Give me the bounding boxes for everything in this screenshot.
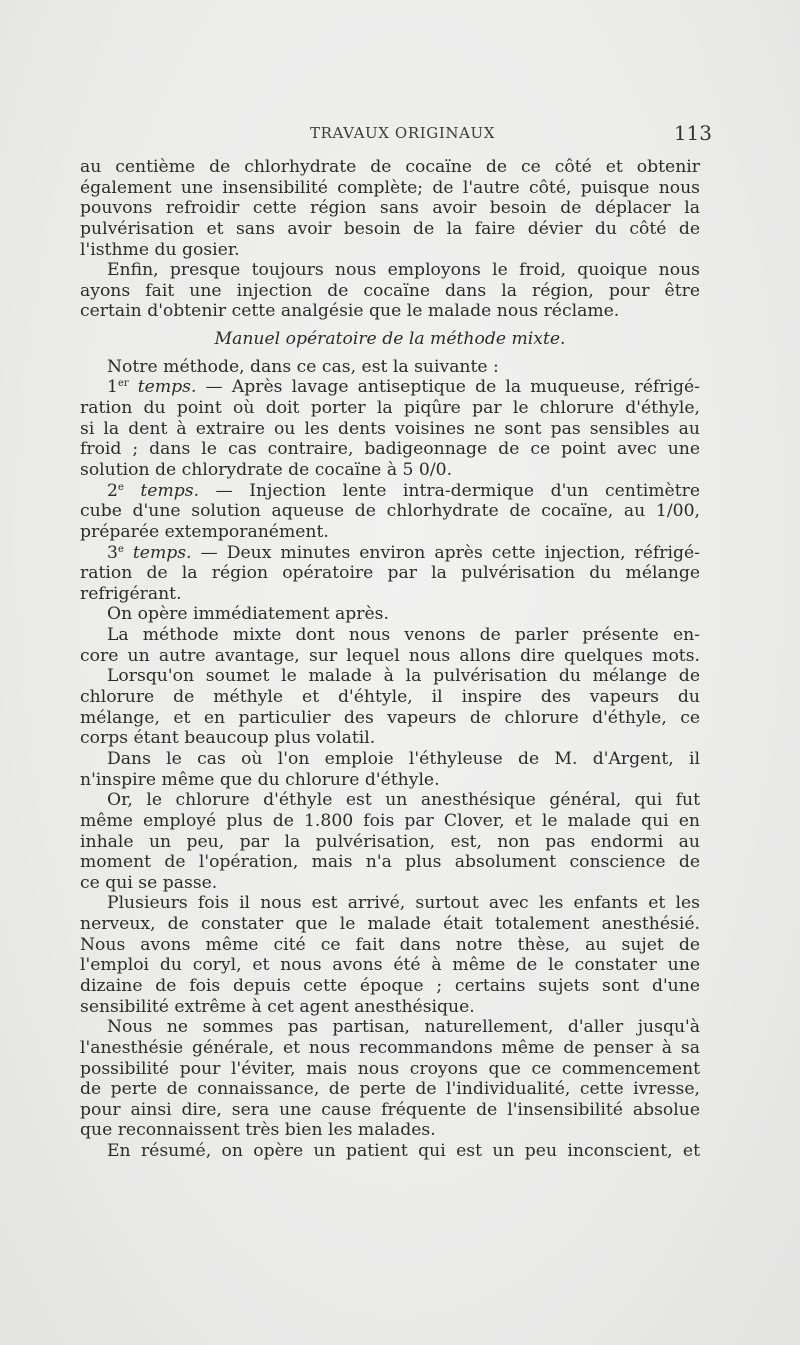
- text-line: On opère immédiatement après.: [107, 604, 389, 625]
- step-ordinal: e: [117, 481, 124, 493]
- text-line: nerveux, de constater que le malade était totalement anesthésié.: [80, 914, 700, 935]
- text-line: chlorure de méthyle et d'éhtyle, il inspire des vapeurs du: [80, 687, 700, 708]
- step-label: temps.: [140, 480, 200, 501]
- step-label: temps.: [132, 542, 192, 563]
- page-number: 113: [673, 121, 712, 145]
- text-line: pour ainsi dire, sera une cause fréquente de l'insensibilité absolue: [80, 1099, 700, 1120]
- text-line: ration de la région opératoire par la pulvérisation du mélange: [80, 563, 700, 584]
- step-line: [80, 377, 700, 398]
- text-line: inhale un peu, par la pulvérisation, est, non pas endormi au: [80, 831, 700, 852]
- body-text: [80, 157, 700, 1162]
- text-line: cube d'une solution aqueuse de chlorhydrate de cocaïne, au 1/00,: [80, 501, 700, 522]
- text-line: ayons fait une injection de cocaïne dans la région, pour être: [80, 280, 700, 301]
- text-line: même employé plus de 1.800 fois par Clover, et le malade qui en: [80, 810, 700, 831]
- text-line: refrigérant.: [80, 583, 182, 604]
- step-label: temps.: [137, 377, 197, 398]
- text-line: pouvons refroidir cette région sans avoir besoin de déplacer la: [80, 198, 700, 219]
- text-line: de perte de connaissance, de perte de l'individualité, cette ivresse,: [80, 1079, 700, 1100]
- step-ordinal: er: [117, 378, 129, 390]
- text-line: si la dent à extraire ou les dents voisines ne sont pas sensibles au: [80, 418, 700, 439]
- text-line: Dans le cas où l'on emploie l'éthyleuse de M. d'Argent, il: [107, 748, 700, 769]
- text-line: solution de chlorydrate de cocaïne à 5 0/0.: [80, 459, 453, 480]
- step-text: — Deux minutes environ après cette injection, réfrigé-: [191, 542, 700, 563]
- text-line: Nous avons même cité ce fait dans notre thèse, au sujet de: [80, 934, 700, 955]
- text-line: La méthode mixte dont nous venons de parler présente en-: [107, 625, 700, 646]
- text-line: possibilité pour l'éviter, mais nous croyons que ce commencement: [80, 1058, 700, 1079]
- step-text: — Après lavage antiseptique de la muqueuse, réfrigé-: [196, 377, 700, 398]
- text-line: sensibilité extrême à cet agent anesthésique.: [80, 996, 475, 1017]
- step-number: 2: [107, 480, 118, 501]
- text-line: l'anesthésie générale, et nous recommandons même de penser à sa: [80, 1037, 700, 1058]
- text-line: Plusieurs fois il nous est arrivé, surtout avec les enfants et les: [107, 893, 700, 914]
- text-line: Notre méthode, dans ce cas, est la suivante :: [107, 356, 499, 377]
- running-head: [80, 122, 712, 148]
- text-line: Nous ne sommes pas partisan, naturellement, d'aller jusqu'à: [107, 1017, 700, 1038]
- text-line: l'emploi du coryl, et nous avons été à même de le constater une: [80, 955, 700, 976]
- text-line: corps étant beaucoup plus volatil.: [80, 728, 376, 749]
- step-text: — Injection lente intra-dermique d'un centimètre: [199, 480, 700, 501]
- text-line: préparée extemporanément.: [80, 521, 329, 542]
- text-line: En résumé, on opère un patient qui est un peu inconscient, et: [107, 1141, 700, 1162]
- section-heading: Manuel opératoire de la méthode mixte.: [214, 329, 566, 350]
- text-line: Or, le chlorure d'éthyle est un anesthésique général, qui fut: [107, 790, 700, 811]
- text-line: également une insensibilité complète; de l'autre côté, puisque nous: [80, 177, 700, 198]
- text-line: ce qui se passe.: [80, 872, 218, 893]
- text-line: ration du point où doit porter la piqûre par le chlorure d'éthyle,: [80, 398, 700, 419]
- text-line: mélange, et en particulier des vapeurs de chlorure d'éthyle, ce: [80, 707, 700, 728]
- step-number: 3: [107, 542, 118, 563]
- text-line: au centième de chlorhydrate de cocaïne de ce côté et obtenir: [80, 157, 700, 177]
- text-line: core un autre avantage, sur lequel nous allons dire quelques mots.: [80, 645, 700, 666]
- text-line: certain d'obtenir cette analgésie que le malade nous réclame.: [80, 301, 620, 322]
- text-line: pulvérisation et sans avoir besoin de la faire dévier du côté de: [80, 218, 700, 239]
- text-line: dizaine de fois depuis cette époque ; certains sujets sont d'une: [80, 975, 700, 996]
- step-line: [80, 543, 700, 564]
- step-ordinal: e: [117, 543, 124, 555]
- step-number: 1: [107, 377, 118, 398]
- text-line: l'isthme du gosier.: [80, 239, 240, 260]
- text-line: froid ; dans le cas contraire, badigeonnage de ce point avec une: [80, 439, 700, 460]
- text-line: que reconnaissent très bien les malades.: [80, 1120, 436, 1141]
- text-line: moment de l'opération, mais n'a plus absolument conscience de: [80, 852, 700, 873]
- running-title: TRAVAUX ORIGINAUX: [310, 124, 496, 142]
- text-line: Enfin, presque toujours nous employons le froid, quoique nous: [107, 260, 700, 281]
- text-line: n'inspire même que du chlorure d'éthyle.: [80, 769, 440, 790]
- text-line: Lorsqu'on soumet le malade à la pulvérisation du mélange de: [107, 666, 700, 687]
- step-line: [80, 481, 700, 502]
